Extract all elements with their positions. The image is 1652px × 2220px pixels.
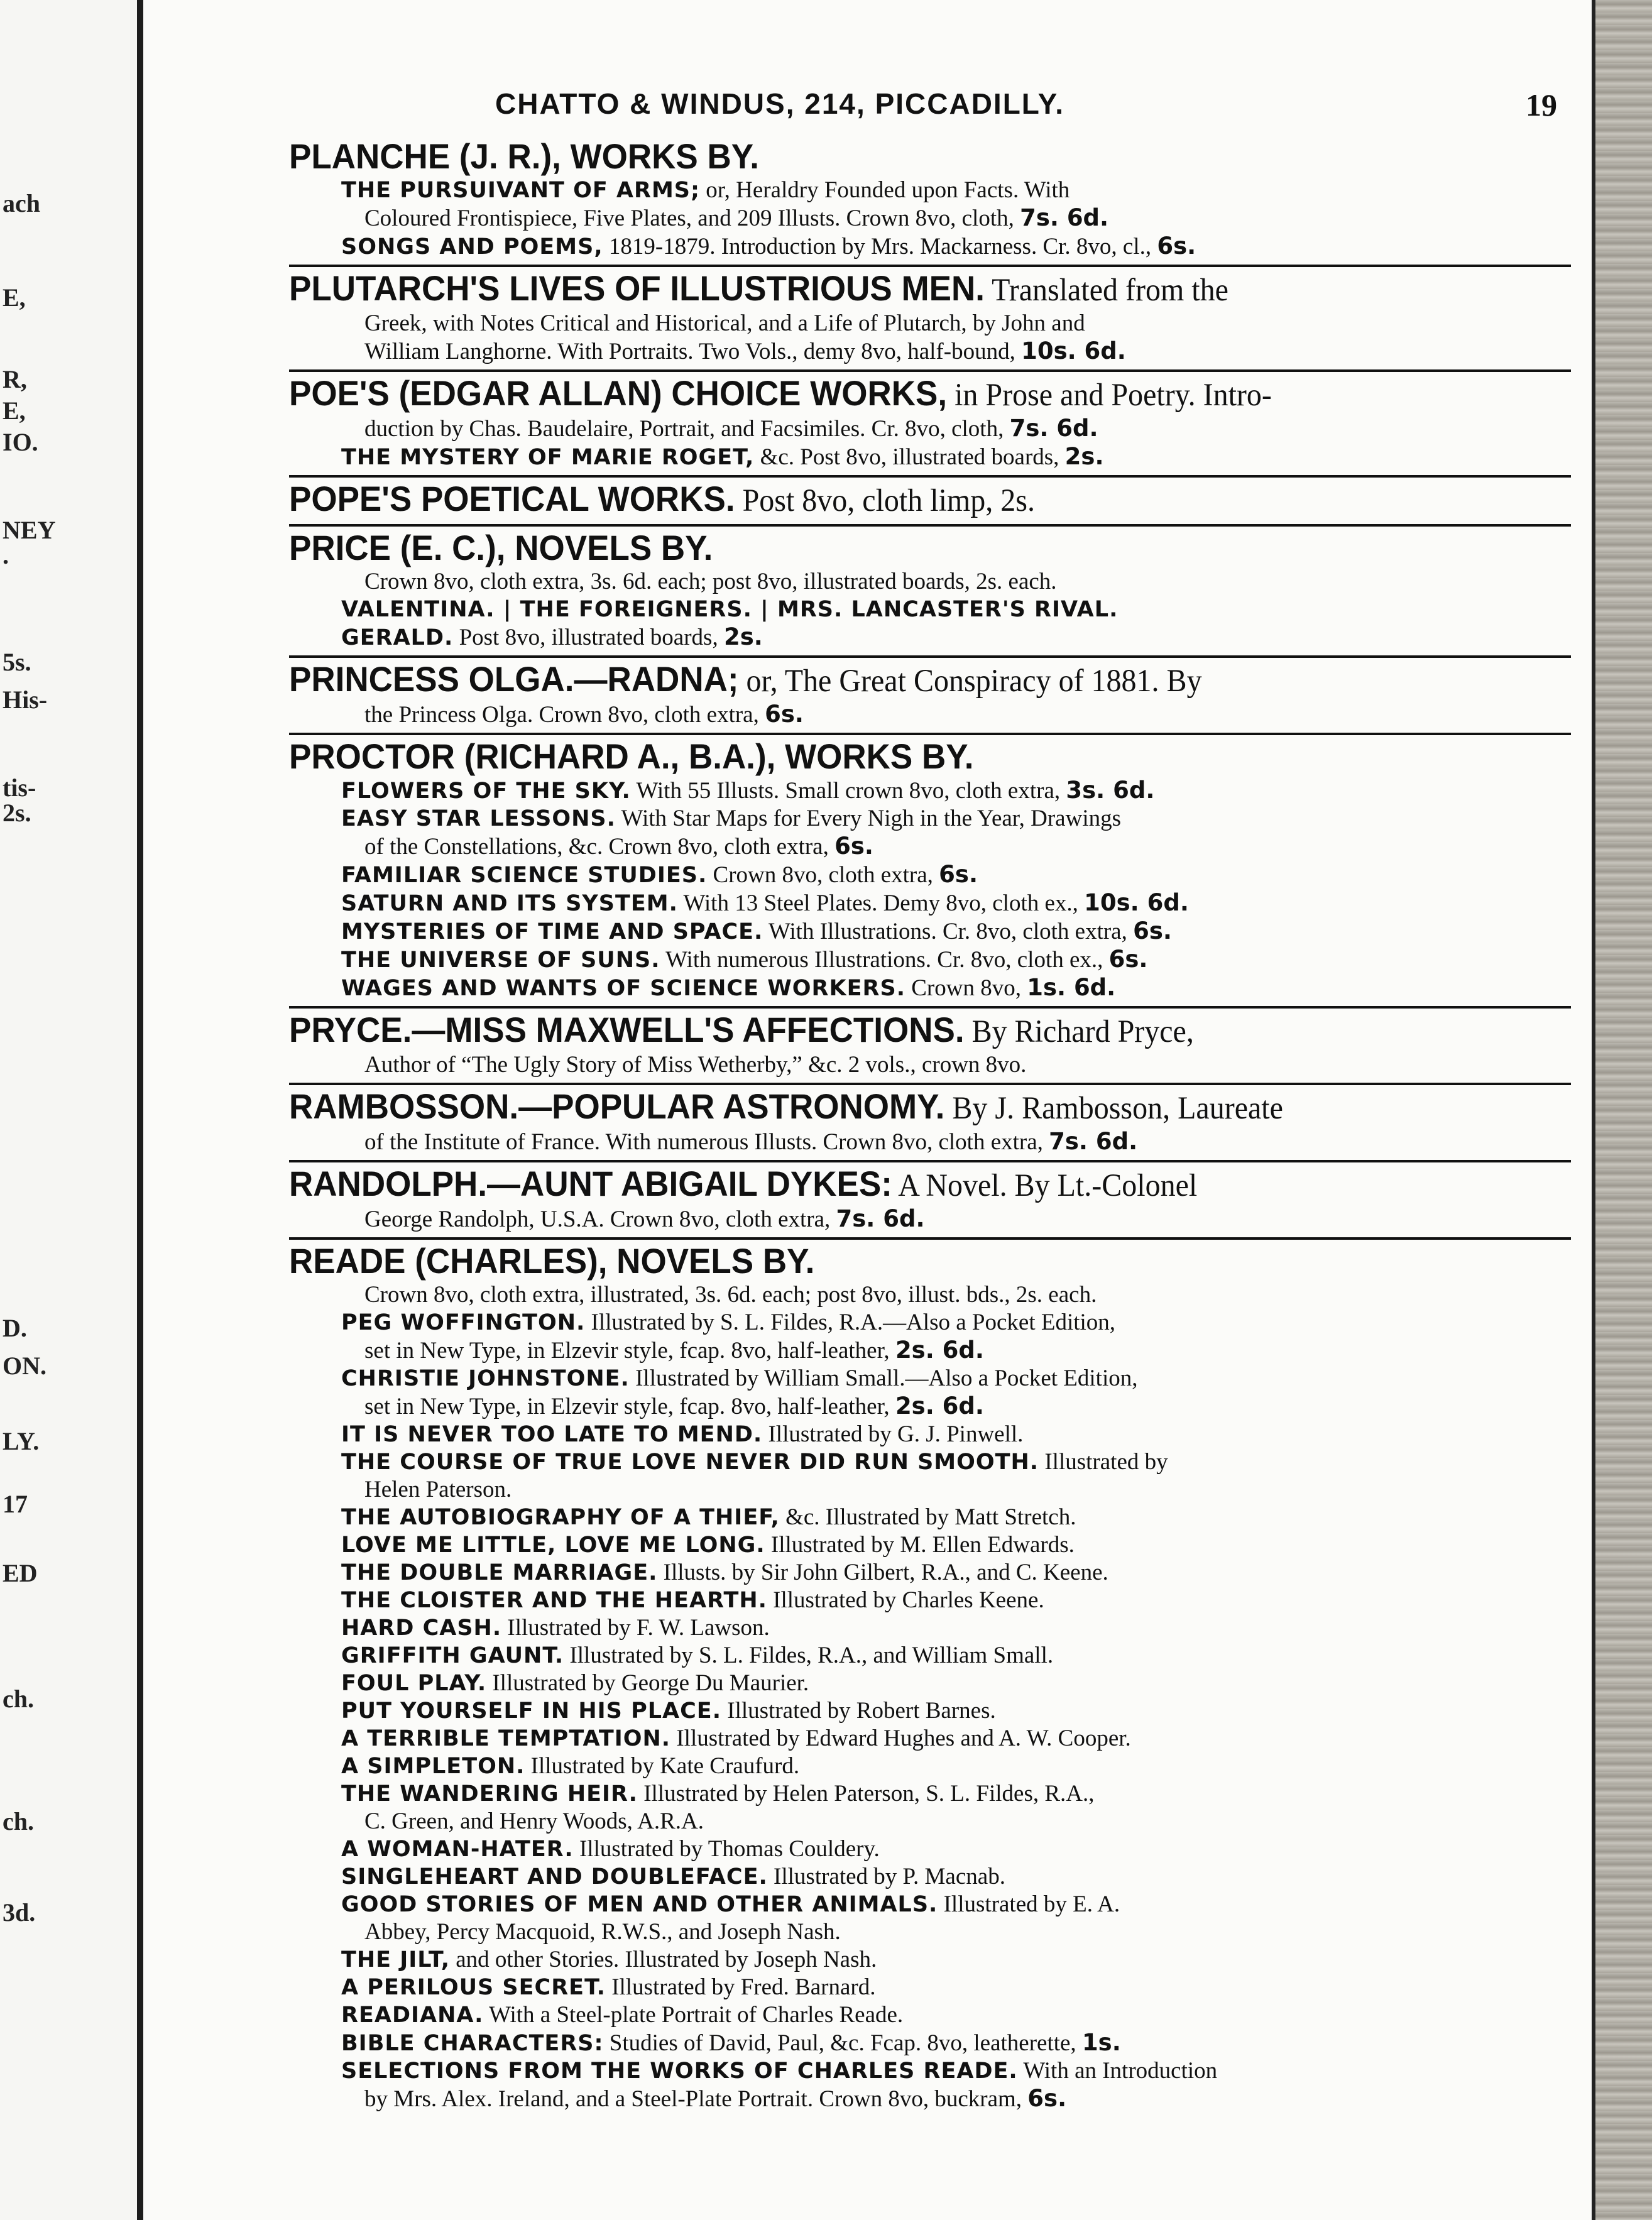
book-title: GERALD.	[341, 625, 454, 650]
book-details: With a Steel-plate Portrait of Charles Reade.	[483, 2002, 904, 2028]
catalogue-entry	[289, 1009, 1571, 1085]
facing-page-fragment: NEY	[3, 516, 56, 544]
entry-heading	[289, 479, 1571, 521]
catalogue-line	[289, 1835, 1571, 1863]
book-price: 10s. 6d.	[1084, 889, 1189, 916]
book-price: 1s.	[1081, 2029, 1121, 2056]
entry-heading	[289, 659, 1571, 701]
book-title: BIBLE CHARACTERS:	[341, 2031, 604, 2056]
facing-page-fragment: ON.	[3, 1352, 46, 1380]
book-details: With Star Maps for Every Nigh in the Year, Drawings	[615, 806, 1122, 831]
catalogue-line	[289, 1281, 1571, 1309]
catalogue-line	[289, 1476, 1571, 1504]
facing-page-fragment: E,	[3, 283, 26, 312]
catalogue-line	[289, 1587, 1571, 1614]
book-title: GOOD STORIES OF MEN AND OTHER ANIMALS.	[341, 1892, 938, 1917]
catalogue-entry	[289, 658, 1571, 735]
book-title: THE AUTOBIOGRAPHY OF A THIEF,	[341, 1505, 780, 1530]
book-details: Illustrated by G. J. Pinwell.	[762, 1421, 1024, 1447]
book-price: 1s. 6d.	[1027, 974, 1116, 1001]
heading-description: By J. Rambosson, Laureate	[944, 1090, 1283, 1126]
book-details: Studies of David, Paul, &c. Fcap. 8vo, leatherette,	[603, 2030, 1082, 2056]
book-title: HARD CASH.	[341, 1616, 502, 1641]
book-details: Illustrated by William Small.—Also a Pocket Edition,	[629, 1365, 1138, 1391]
catalogue-entry	[289, 478, 1571, 527]
facing-page-fragment: 3d.	[3, 1898, 36, 1927]
book-details: set in New Type, in Elzevir style, fcap. 8vo, half-leather,	[364, 1338, 895, 1364]
facing-page-fragment: D.	[3, 1314, 27, 1342]
catalogue-line	[289, 177, 1571, 204]
facing-page-fragment: ED	[3, 1559, 38, 1587]
book-details: Helen Paterson.	[364, 1477, 512, 1502]
catalogue-line	[289, 204, 1571, 232]
author-heading: PRICE (E. C.), NOVELS BY.	[289, 528, 713, 568]
book-price: 6s.	[939, 861, 978, 888]
book-title: READIANA.	[341, 2003, 484, 2028]
catalogue-line	[289, 777, 1571, 805]
heading-description: Translated from the	[984, 272, 1228, 308]
book-price: 6s.	[1027, 2085, 1067, 2112]
book-details: Illustrated by S. L. Fildes, R.A., and William Small.	[564, 1643, 1054, 1668]
book-title: THE DOUBLE MARRIAGE.	[341, 1560, 658, 1585]
book-details: Illustrated by M. Ellen Edwards.	[765, 1532, 1075, 1558]
catalogue-line	[289, 1642, 1571, 1670]
catalogue-page	[143, 0, 1595, 2220]
book-price: 6s.	[1108, 946, 1148, 973]
book-title: SONGS AND POEMS,	[341, 234, 603, 260]
book-details: Illustrated by Kate Craufurd.	[525, 1753, 800, 1779]
entry-heading	[289, 736, 1571, 777]
facing-page-fragment: His-	[3, 686, 48, 714]
catalogue-line	[289, 805, 1571, 833]
catalogue-entry	[289, 735, 1571, 1009]
book-title: GRIFFITH GAUNT.	[341, 1643, 564, 1668]
book-title: THE WANDERING HEIR.	[341, 1781, 638, 1807]
author-heading: PLUTARCH'S LIVES OF ILLUSTRIOUS MEN.	[289, 269, 985, 309]
book-details: Post 8vo, illustrated boards,	[453, 625, 724, 650]
catalogue-line	[289, 701, 1571, 729]
book-details: and other Stories. Illustrated by Joseph Nash.	[450, 1947, 877, 1972]
catalogue-line	[289, 861, 1571, 889]
page-number: 19	[1526, 87, 1557, 123]
catalogue-line	[289, 1365, 1571, 1392]
catalogue-line	[289, 1725, 1571, 1752]
book-title: SELECTIONS FROM THE WORKS OF CHARLES READE.	[341, 2059, 1018, 2084]
book-details: Crown 8vo, cloth extra, 3s. 6d. each; post 8vo, illustrated boards, 2s. each.	[364, 569, 1057, 594]
book-title: THE UNIVERSE OF SUNS.	[341, 948, 660, 973]
catalogue-entries	[289, 135, 1571, 2117]
book-details: of the Institute of France. With numerous Illusts. Crown 8vo, cloth extra,	[364, 1129, 1049, 1155]
facing-page-fragment: R,	[3, 365, 27, 393]
author-heading: PRINCESS OLGA.—RADNA;	[289, 660, 739, 699]
catalogue-line	[289, 1808, 1571, 1835]
book-details: Illustrated by Helen Paterson, S. L. Fildes, R.A.,	[637, 1781, 1095, 1807]
catalogue-line	[289, 1974, 1571, 2001]
book-title: THE CLOISTER AND THE HEARTH.	[341, 1588, 767, 1613]
catalogue-entry	[289, 1162, 1571, 1240]
book-title: FAMILIAR SCIENCE STUDIES.	[341, 863, 708, 888]
book-details: Illusts. by Sir John Gilbert, R.A., and C. Keene.	[657, 1560, 1108, 1585]
author-heading: RANDOLPH.—AUNT ABIGAIL DYKES:	[289, 1164, 892, 1204]
catalogue-line	[289, 337, 1571, 366]
catalogue-line	[289, 889, 1571, 917]
book-details: Illustrated by Robert Barnes.	[721, 1698, 996, 1724]
catalogue-line	[289, 1128, 1571, 1156]
catalogue-line	[289, 310, 1571, 337]
book-details: duction by Chas. Baudelaire, Portrait, and Facsimiles. Cr. 8vo, cloth,	[364, 416, 1010, 442]
book-title: VALENTINA. | THE FOREIGNERS. | MRS. LANCASTER'S RIVAL.	[341, 597, 1119, 622]
author-heading: PLANCHE (J. R.), WORKS BY.	[289, 137, 759, 177]
catalogue-line	[289, 1309, 1571, 1337]
entry-heading	[289, 136, 1571, 177]
book-price: 6s.	[765, 701, 804, 728]
catalogue-line	[289, 415, 1571, 443]
book-title: MYSTERIES OF TIME AND SPACE.	[341, 919, 763, 944]
catalogue-line	[289, 1448, 1571, 1476]
catalogue-line	[289, 2085, 1571, 2113]
book-title: SINGLEHEART AND DOUBLEFACE.	[341, 1864, 768, 1889]
facing-page-edge	[0, 0, 143, 2220]
author-heading: PROCTOR (RICHARD A., B.A.), WORKS BY.	[289, 737, 974, 777]
author-heading: POE'S (EDGAR ALLAN) CHOICE WORKS,	[289, 374, 948, 413]
book-title: THE JILT,	[341, 1947, 450, 1972]
facing-page-fragment: .	[3, 541, 9, 569]
book-price: 6s.	[1157, 232, 1196, 260]
book-title: A PERILOUS SECRET.	[341, 1975, 606, 2000]
book-details: Author of “The Ugly Story of Miss Wetherby,” &c. 2 vols., crown 8vo.	[364, 1052, 1027, 1078]
catalogue-line	[289, 623, 1571, 652]
catalogue-line	[289, 946, 1571, 974]
book-price: 6s.	[834, 833, 873, 860]
book-price: 7s. 6d.	[1009, 415, 1098, 442]
book-price: 2s.	[1064, 443, 1104, 470]
book-details: by Mrs. Alex. Ireland, and a Steel-Plate Portrait. Crown 8vo, buckram,	[364, 2086, 1028, 2112]
catalogue-entry	[289, 135, 1571, 267]
facing-page-fragment: ch.	[3, 1685, 34, 1713]
catalogue-line	[289, 1421, 1571, 1448]
book-details: &c. Illustrated by Matt Stretch.	[779, 1504, 1076, 1530]
book-details: set in New Type, in Elzevir style, fcap. 8vo, half-leather,	[364, 1394, 895, 1419]
book-title: WAGES AND WANTS OF SCIENCE WORKERS.	[341, 976, 905, 1001]
heading-description: By Richard Pryce,	[964, 1014, 1194, 1049]
facing-page-fragment: 2s.	[3, 799, 31, 827]
book-details: Illustrated by Charles Keene.	[767, 1587, 1044, 1613]
entry-heading	[289, 268, 1571, 310]
facing-page-fragment: 5s.	[3, 648, 31, 676]
entry-heading	[289, 1241, 1571, 1282]
book-details: Illustrated by Edward Hughes and A. W. Cooper.	[670, 1725, 1131, 1751]
catalogue-line	[289, 974, 1571, 1002]
book-title: CHRISTIE JOHNSTONE.	[341, 1366, 630, 1391]
entry-heading	[289, 373, 1571, 415]
book-price: 6s.	[1133, 917, 1172, 944]
heading-description: in Prose and Poetry. Intro-	[947, 377, 1272, 413]
book-details: Greek, with Notes Critical and Historical, and a Life of Plutarch, by John and	[364, 310, 1085, 336]
heading-description: or, The Great Conspiracy of 1881. By	[738, 663, 1202, 699]
book-title: PEG WOFFINGTON.	[341, 1310, 586, 1335]
catalogue-line	[289, 833, 1571, 861]
entry-heading	[289, 1086, 1571, 1129]
book-price: 7s. 6d.	[1049, 1128, 1138, 1155]
book-price: 2s. 6d.	[895, 1337, 984, 1364]
book-details: George Randolph, U.S.A. Crown 8vo, cloth extra,	[364, 1206, 836, 1232]
book-title: A SIMPLETON.	[341, 1754, 525, 1779]
book-details: Illustrated by George Du Maurier.	[486, 1670, 809, 1696]
book-title: THE COURSE OF TRUE LOVE NEVER DID RUN SMOOTH.	[341, 1450, 1039, 1475]
facing-page-fragment: ch.	[3, 1807, 34, 1835]
book-title: THE MYSTERY OF MARIE ROGET,	[341, 445, 755, 470]
book-details: Illustrated by S. L. Fildes, R.A.—Also a Pocket Edition,	[585, 1310, 1116, 1335]
catalogue-line	[289, 917, 1571, 946]
facing-page-fragment: ach	[3, 189, 40, 217]
catalogue-line	[289, 232, 1571, 261]
author-heading: POPE'S POETICAL WORKS.	[289, 479, 735, 519]
book-title: A WOMAN-HATER.	[341, 1837, 574, 1862]
entry-heading	[289, 1164, 1571, 1206]
author-heading: RAMBOSSON.—POPULAR ASTRONOMY.	[289, 1087, 945, 1127]
catalogue-line	[289, 1614, 1571, 1642]
catalogue-line	[289, 1891, 1571, 1918]
catalogue-line	[289, 568, 1571, 596]
book-title: SATURN AND ITS SYSTEM.	[341, 891, 678, 916]
facing-page-fragment: LY.	[3, 1427, 40, 1455]
catalogue-line	[289, 1752, 1571, 1780]
heading-description: A Novel. By Lt.-Colonel	[892, 1167, 1198, 1203]
book-details: Crown 8vo,	[905, 975, 1027, 1001]
catalogue-line	[289, 1697, 1571, 1725]
book-details: Crown 8vo, cloth extra,	[707, 862, 939, 888]
catalogue-entry	[289, 372, 1571, 478]
facing-page-fragment: tis-	[3, 774, 36, 802]
catalogue-line	[289, 2001, 1571, 2029]
book-details: Illustrated by	[1039, 1449, 1168, 1475]
book-details: the Princess Olga. Crown 8vo, cloth extra,	[364, 702, 765, 728]
book-title: IT IS NEVER TOO LATE TO MEND.	[341, 1422, 763, 1447]
catalogue-line	[289, 1559, 1571, 1587]
catalogue-line	[289, 1205, 1571, 1233]
catalogue-line	[289, 2057, 1571, 2085]
book-details: Illustrated by P. Macnab.	[767, 1864, 1005, 1889]
book-price: 2s.	[723, 623, 763, 650]
book-title: PUT YOURSELF IN HIS PLACE.	[341, 1698, 722, 1724]
catalogue-entry	[289, 1240, 1571, 2117]
catalogue-line	[289, 1531, 1571, 1559]
facing-page-fragment: IO.	[3, 428, 38, 456]
book-details: 1819-1879. Introduction by Mrs. Mackarness. Cr. 8vo, cl.,	[603, 234, 1157, 260]
book-details: Illustrated by Fred. Barnard.	[605, 1974, 876, 2000]
book-price: 3s. 6d.	[1066, 777, 1155, 804]
book-title: LOVE ME LITTLE, LOVE ME LONG.	[341, 1533, 765, 1558]
catalogue-line	[289, 1863, 1571, 1891]
facing-page-fragment: E,	[3, 396, 26, 425]
catalogue-line	[289, 2029, 1571, 2057]
book-details: C. Green, and Henry Woods, A.R.A.	[364, 1808, 704, 1834]
book-details: Coloured Frontispiece, Five Plates, and 209 Illusts. Crown 8vo, cloth,	[364, 205, 1020, 231]
book-details: Illustrated by Thomas Couldery.	[573, 1836, 880, 1862]
book-details: or, Heraldry Founded upon Facts. With	[700, 177, 1070, 203]
catalogue-entry	[289, 267, 1571, 372]
catalogue-line	[289, 1337, 1571, 1365]
author-heading: PRYCE.—MISS MAXWELL'S AFFECTIONS.	[289, 1010, 965, 1050]
book-price: 10s. 6d.	[1021, 337, 1126, 364]
catalogue-line	[289, 1670, 1571, 1697]
catalogue-line	[289, 1051, 1571, 1079]
author-heading: READE (CHARLES), NOVELS BY.	[289, 1242, 815, 1281]
entry-heading	[289, 528, 1571, 569]
book-details: of the Constellations, &c. Crown 8vo, cloth extra,	[364, 834, 835, 860]
heading-description: Post 8vo, cloth limp, 2s.	[735, 483, 1035, 518]
book-details: Illustrated by E. A.	[938, 1891, 1120, 1917]
catalogue-line	[289, 443, 1571, 471]
book-edge	[1592, 0, 1652, 2220]
catalogue-line	[289, 1918, 1571, 1946]
book-price: 2s. 6d.	[895, 1392, 984, 1419]
book-title: FOUL PLAY.	[341, 1671, 487, 1696]
facing-page-fragment: 17	[3, 1490, 28, 1518]
entry-heading	[289, 1010, 1571, 1052]
catalogue-line	[289, 1780, 1571, 1808]
running-head: CHATTO & WINDUS, 214, PICCADILLY.	[495, 87, 1065, 120]
book-details: With numerous Illustrations. Cr. 8vo, cloth ex.,	[660, 947, 1109, 973]
book-price: 7s. 6d.	[836, 1205, 925, 1232]
catalogue-line	[289, 1946, 1571, 1974]
catalogue-line	[289, 1504, 1571, 1531]
book-title: THE PURSUIVANT OF ARMS;	[341, 178, 701, 203]
book-title: A TERRIBLE TEMPTATION.	[341, 1726, 671, 1751]
book-details: With an Introduction	[1017, 2058, 1218, 2084]
book-details: &c. Post 8vo, illustrated boards,	[754, 444, 1065, 470]
book-details: William Langhorne. With Portraits. Two Vols., demy 8vo, half-bound,	[364, 339, 1022, 364]
catalogue-line	[289, 1392, 1571, 1421]
book-details: With 13 Steel Plates. Demy 8vo, cloth ex.,	[677, 890, 1085, 916]
catalogue-entry	[289, 527, 1571, 658]
catalogue-line	[289, 596, 1571, 623]
catalogue-entry	[289, 1085, 1571, 1162]
book-price: 7s. 6d.	[1020, 204, 1109, 231]
book-details: With Illustrations. Cr. 8vo, cloth extra,	[763, 919, 1134, 944]
book-details: Illustrated by F. W. Lawson.	[501, 1615, 770, 1641]
book-title: EASY STAR LESSONS.	[341, 806, 616, 831]
book-details: With 55 Illusts. Small crown 8vo, cloth extra,	[630, 778, 1066, 804]
book-details: Abbey, Percy Macquoid, R.W.S., and Joseph Nash.	[364, 1919, 841, 1945]
book-details: Crown 8vo, cloth extra, illustrated, 3s. 6d. each; post 8vo, illust. bds., 2s. each.	[364, 1282, 1097, 1308]
book-title: FLOWERS OF THE SKY.	[341, 779, 631, 804]
